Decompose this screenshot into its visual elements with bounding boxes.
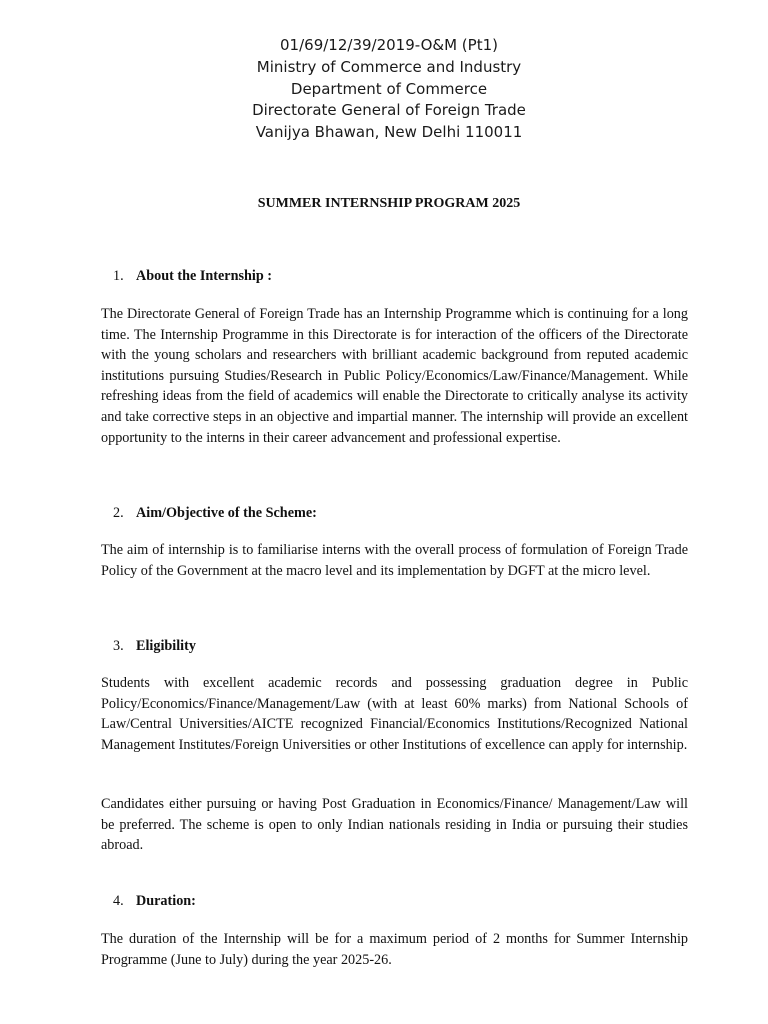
letterhead bbox=[0, 35, 768, 144]
section-heading-duration bbox=[113, 893, 196, 910]
section-number: 2. bbox=[113, 505, 124, 521]
paragraph-preference: Candidates either pursuing or having Post Graduation in Economics/Finance/ Management/Law will be preferred. The scheme is open to only Indian nationals residing in India or pursuing their studies abroad. bbox=[101, 796, 688, 854]
directorate-name: Directorate General of Foreign Trade bbox=[252, 101, 526, 120]
section-heading-eligibility bbox=[113, 638, 196, 655]
department-name: Department of Commerce bbox=[290, 79, 488, 98]
section-title: Aim/Objective of the Scheme: bbox=[136, 505, 317, 521]
section-number: 4. bbox=[113, 893, 124, 909]
paragraph-duration: The duration of the Internship will be for a maximum period of 2 months for Summer Internship Programme (June to July) during the year 2025-26. bbox=[101, 931, 688, 968]
office-address: Vanijya Bhawan, New Delhi 110011 bbox=[255, 123, 523, 142]
file-number: 01/69/12/39/2019-O&M (Pt1) bbox=[280, 36, 498, 54]
section-heading-about bbox=[113, 268, 272, 285]
section-heading-aim bbox=[113, 505, 317, 522]
paragraph-aim: The aim of internship is to familiarise interns with the overall process of formulation of Foreign Trade Policy of the Government at the macro level and its implementation by DGFT at the micro level. bbox=[101, 542, 688, 579]
paragraph-eligibility: Students with excellent academic records and possessing graduation degree in Public Policy/Economics/Finance/Management/Law (with at least 60% marks) from National Schools of Law/Central Universities/AICTE recognized Financial/Economics Institutions/Recognized National Management Institutes/Foreign Universities or other Institutions of excellence can apply for internship. bbox=[101, 675, 688, 753]
document-title: SUMMER INTERNSHIP PROGRAM 2025 bbox=[257, 196, 521, 211]
paragraph-about: The Directorate General of Foreign Trade has an Internship Programme which is continuing for a long time. The Internship Programme in this Directorate is for interaction of the officers of the Directorate with the young scholars and researchers with brilliant academic background from reputed academic institutions pursuing Studies/Research in Public Policy/Economics/Law/Finance/Management. While refreshing ideas from the field of academics will enable the Directorate to critically analyse its activity and take corrective steps in an objective and impartial manner. The internship will provide an excellent opportunity to the interns in their career advancement and professional expertise. bbox=[101, 306, 688, 446]
section-number: 3. bbox=[113, 638, 124, 654]
section-title: About the Internship : bbox=[136, 268, 272, 284]
section-number: 1. bbox=[113, 268, 124, 284]
ministry-name: Ministry of Commerce and Industry bbox=[256, 57, 522, 76]
section-title: Duration: bbox=[136, 893, 196, 909]
section-title: Eligibility bbox=[136, 638, 196, 654]
